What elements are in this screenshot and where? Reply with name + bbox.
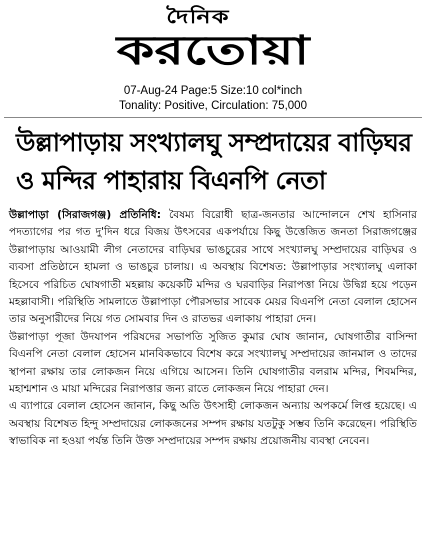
- masthead-newspaper-name: করতোয়া: [116, 28, 310, 74]
- masthead-daily-label: দৈনিক: [166, 6, 230, 28]
- clipping-divider: [4, 117, 422, 118]
- headline-line-2: ও মন্দির পাহারায় বিএনপি নেতা: [16, 166, 326, 195]
- article-headline: [16, 124, 416, 200]
- article-paragraph-1-text: বৈষম্য বিরোধী ছাত্র-জনতার আন্দোলনে শেখ হাসিনার পদত্যাগের পর গত দু'দিন ধরে বিজয় উৎসবের একপর্যায়ে কিছু উত্তেজিত জনতা সিরাজগঞ্জের উল্লাপাড়ায় আওয়ামী লীগ নেতাদের বাড়িঘর ভাঙচুরের সাথে সংখ্যালঘু সম্প্রদায়ের বাড়িঘর ও ব্যবসা প্রতিষ্ঠানে হামলা ও ভাঙচুর চালায়। এ অবস্থায় বিশেষত: উল্লাপাড়ার সংখ্যালঘু এলাকা হিসেবে পরিচিত ঘোষগাতী মহল্লায় কয়েকটি মন্দির ও ঘরবাড়ির নিরাপত্তা নিয়ে উদ্বিগ্ন হয়ে পড়েন মহল্লাবাসী। পরিস্থিতি সামলাতে উল্লাপাড়া পৌরসভার সাবেক মেয়র বিএনপি নেতা বেলাল হোসেন তার অনুসারীদের নিয়ে গত সোমবার দিন ও রাতভর এলাকায় পাহারা দেন।: [9, 209, 417, 326]
- newspaper-masthead: [0, 6, 426, 74]
- clipping-tonality-circulation: Tonality: Positive, Circulation: 75,000: [119, 100, 307, 112]
- article-paragraph-3: এ ব্যাপারে বেলাল হোসেন জানান, কিছু অতি উৎসাহী লোকজন অন্যায় অপকর্মে লিপ্ত হয়েছে। এ অবস্থায় বিশেষত হিন্দু সম্প্রদায়ের লোকজনের সম্পদ রক্ষায় যতটুকু সম্ভব তিনি করেছেন। পরিস্থিতি স্বাভাবিক না হওয়া পর্যন্ত তিনি উক্ত সম্প্রদায়ের সম্পদ রক্ষায় প্রয়োজনীয় ব্যবস্থা নেবেন।: [9, 400, 417, 448]
- article-paragraph-1: [9, 207, 417, 329]
- article-paragraph-2: উল্লাপাড়া পূজা উদযাপন পরিষদের সভাপতি সুজিত কুমার ঘোষ জানান, ঘোষগাতীর বাসিন্দা বিএনপি নেতা বেলাল হোসেন মানবিকভাবে বিশেষ করে সংখ্যালঘু সম্প্রদায়ের জানমাল ও তাদের স্থাপনা রক্ষায় তার লোকজন নিয়ে এগিয়ে আসেন। তিনি ঘোষগাতীর বলরাম মন্দির, শিবমন্দির, মহাশ্মশান ও মায়া মন্দিরের নিরাপত্তার জন্য রাতে লোকজন নিয়ে পাহারা দেন।: [9, 330, 417, 396]
- article-body: [9, 207, 417, 451]
- article-dateline: উল্লাপাড়া (সিরাজগঞ্জ) প্রতিনিধি:: [9, 209, 161, 221]
- clipping-date-page-size: 07-Aug-24 Page:5 Size:10 col*inch: [123, 85, 303, 97]
- headline-line-1: উল্লাপাড়ায় সংখ্যালঘু সম্প্রদায়ের বাড়িঘর: [16, 128, 412, 157]
- clipping-metadata: [0, 84, 426, 114]
